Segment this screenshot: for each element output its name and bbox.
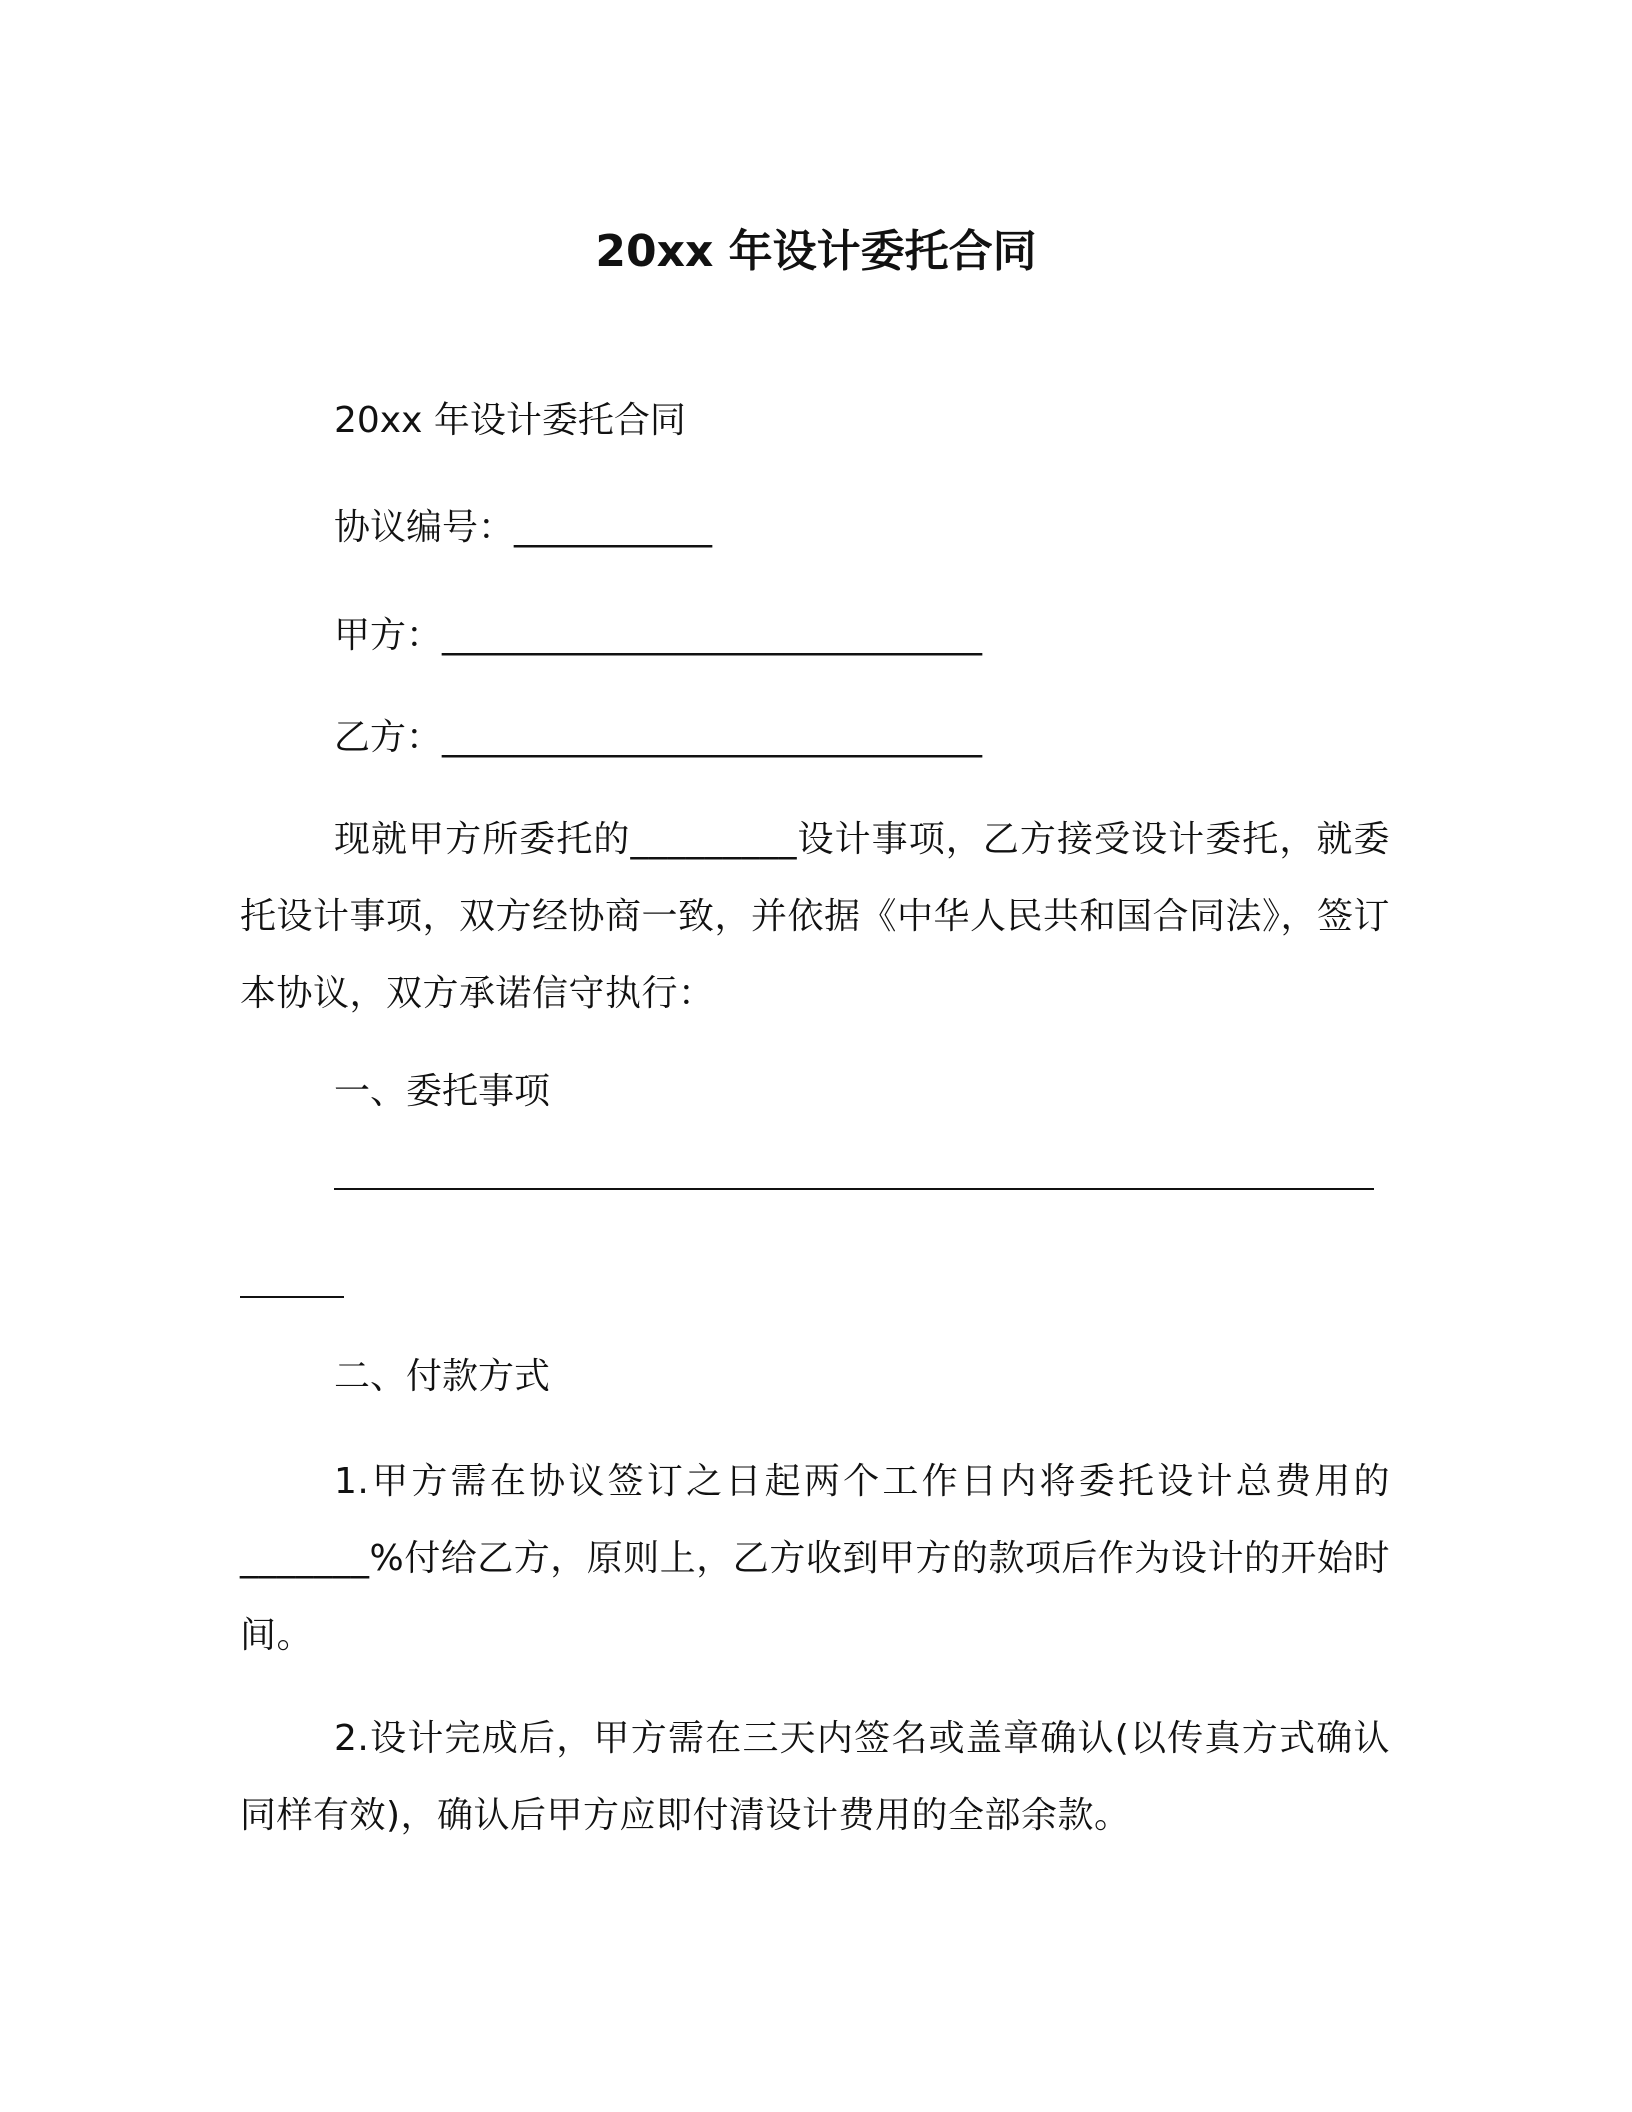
party-a-line: 甲方：______________________________ bbox=[334, 615, 983, 656]
section-1-blank-line-continued bbox=[240, 1296, 344, 1298]
document-subtitle: 20xx 年设计委托合同 bbox=[334, 400, 686, 441]
section-2-heading: 二、付款方式 bbox=[334, 1356, 551, 1397]
section-1-heading: 一、委托事项 bbox=[334, 1071, 551, 1112]
agreement-number-line: 协议编号：___________ bbox=[334, 507, 713, 548]
party-b-line: 乙方：______________________________ bbox=[334, 717, 983, 758]
payment-item-2: 2.设计完成后，甲方需在三天内签名或盖章确认(以传真方式确认同样有效)，确认后甲方应即付清设计费用的全部余款。 bbox=[240, 1718, 1390, 1836]
section-1-blank-line bbox=[334, 1188, 1374, 1190]
document-title: 20xx 年设计委托合同 bbox=[595, 226, 1037, 277]
intro-paragraph: 现就甲方所委托的_________设计事项，乙方接受设计委托，就委托设计事项，双方经协商一致，并依据《中华人民共和国合同法》，签订本协议，双方承诺信守执行： bbox=[240, 819, 1391, 1014]
payment-item-1: 1.甲方需在协议签订之日起两个工作日内将委托设计总费用的_______%付给乙方，原则上，乙方收到甲方的款项后作为设计的开始时间。 bbox=[240, 1461, 1390, 1656]
